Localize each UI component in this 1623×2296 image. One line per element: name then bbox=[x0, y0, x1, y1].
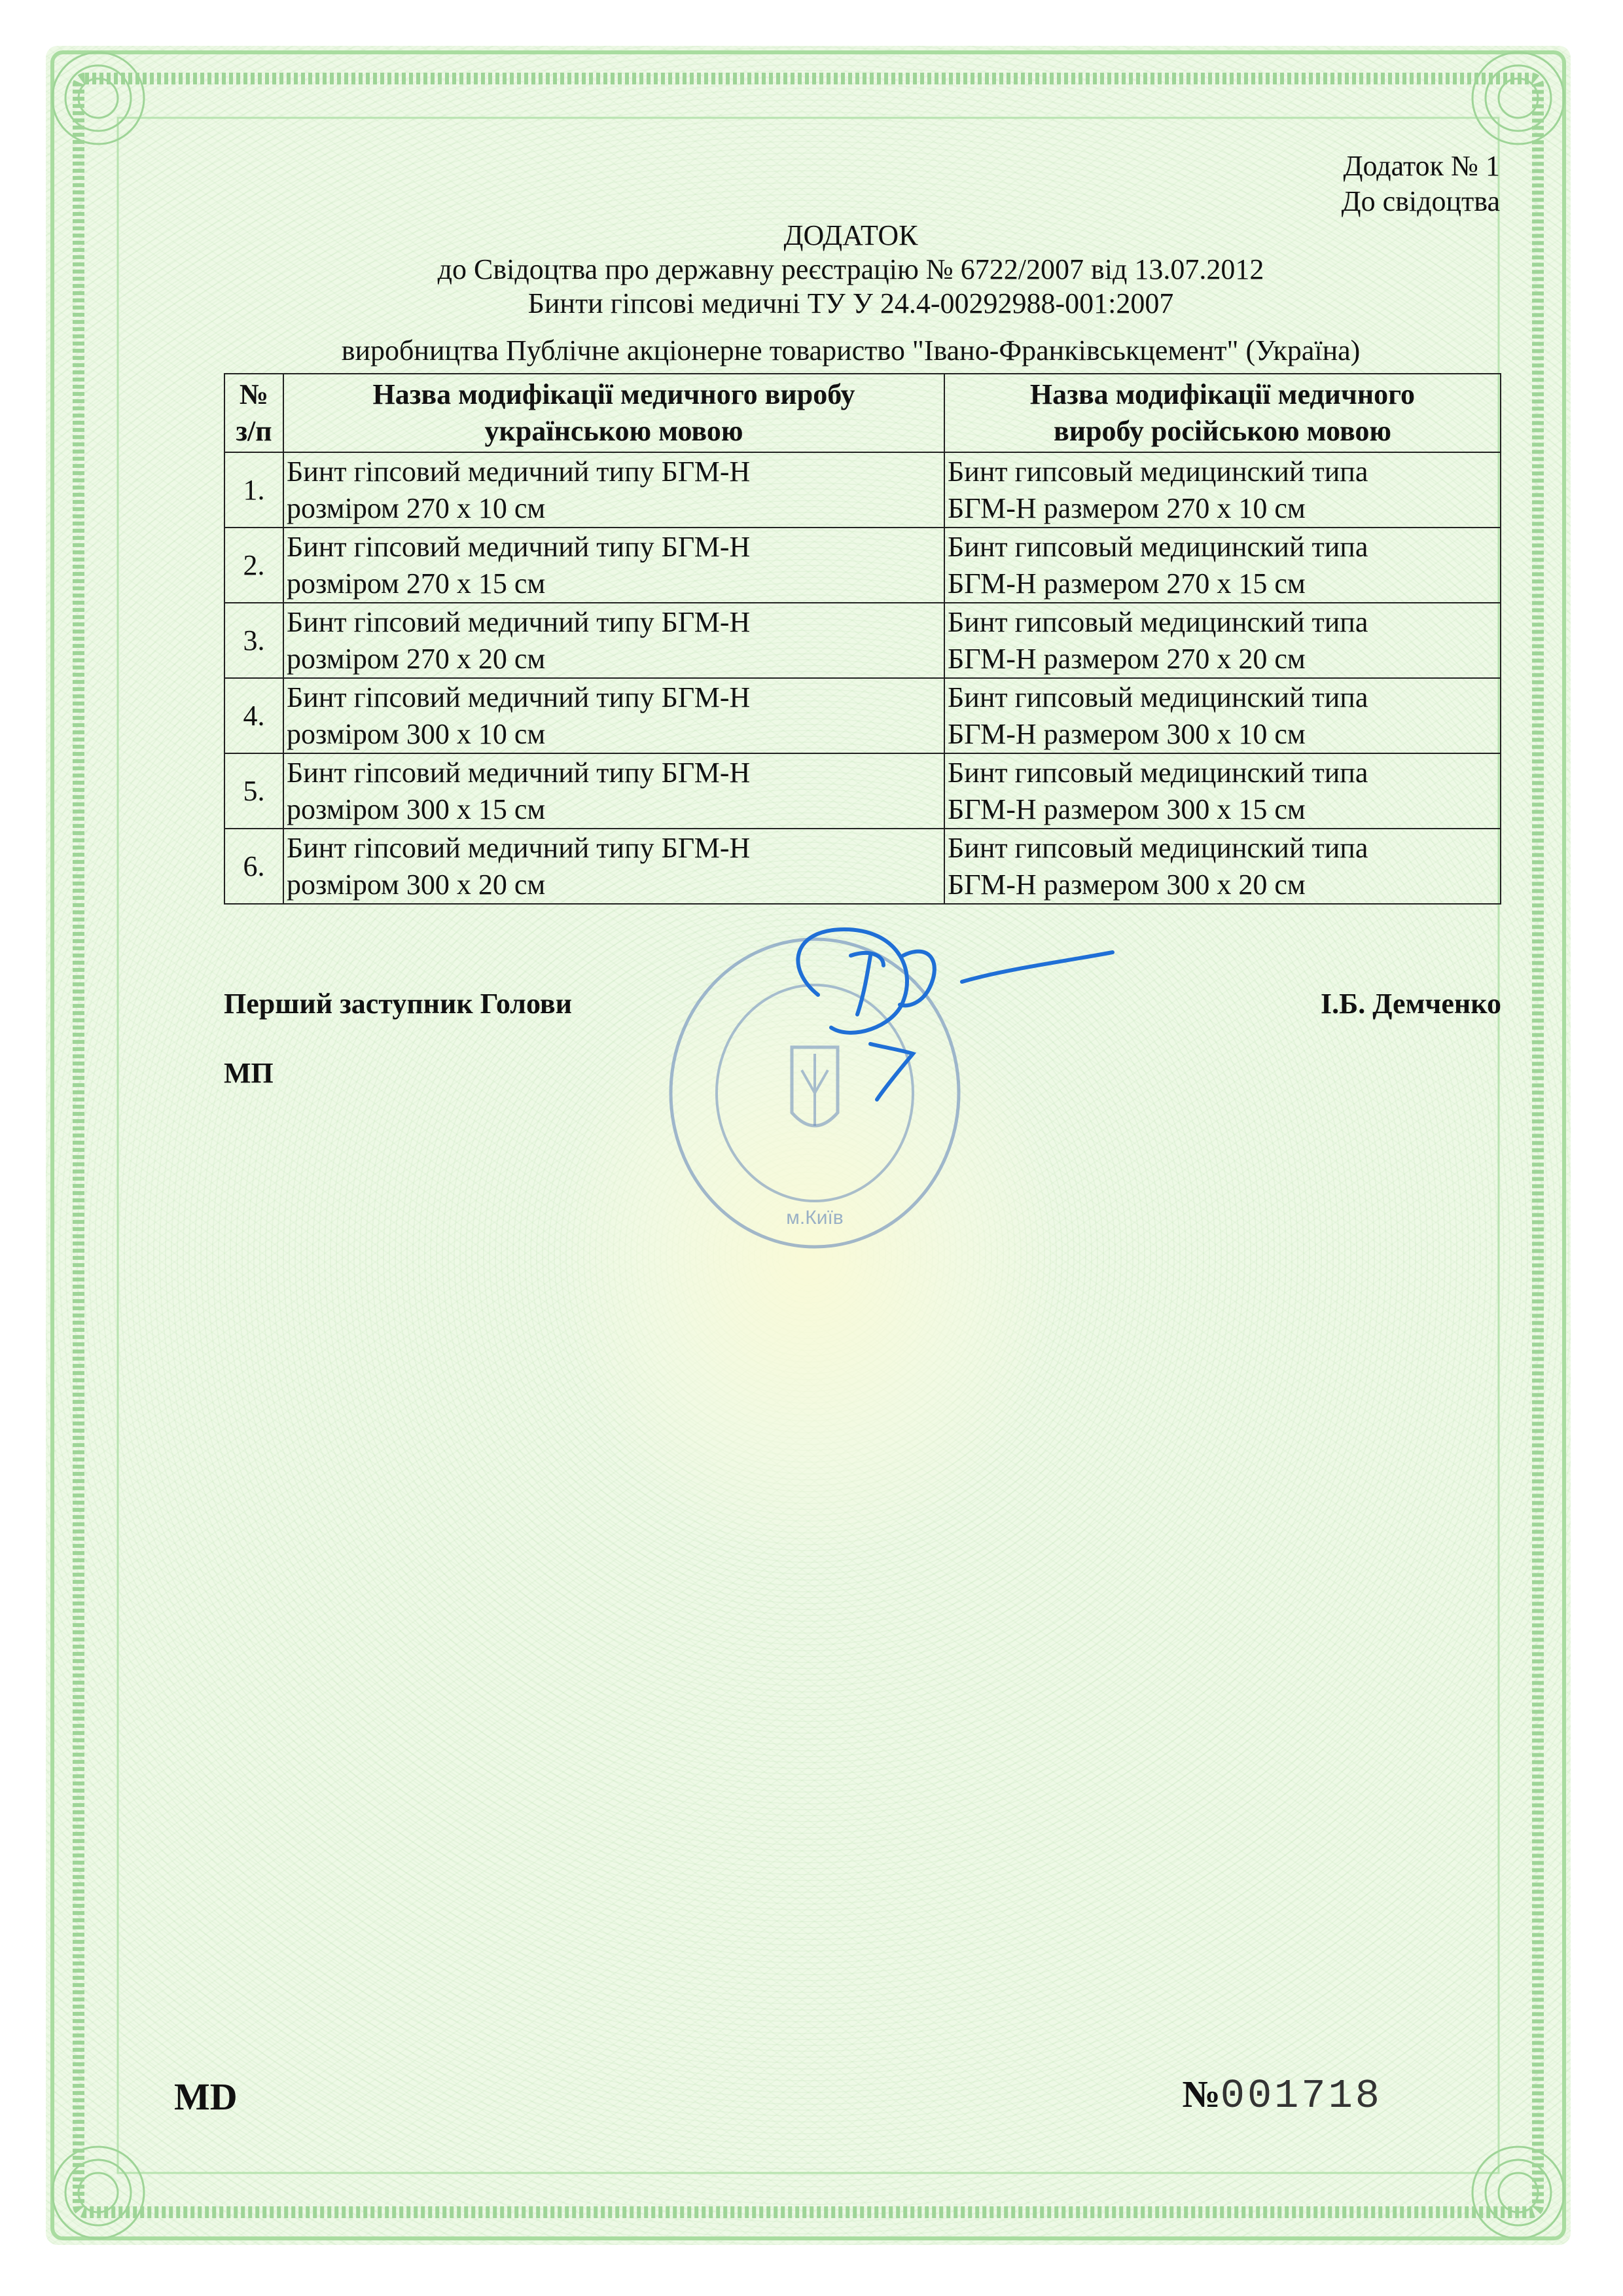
table-row bbox=[224, 603, 1501, 678]
row-ua-name: Бинт гіпсовий медичний типу БГМ-Н розміром 270 х 10 см bbox=[283, 452, 944, 528]
row-ru-name: Бинт гипсовый медицинский типа БГМ-Н размером 270 х 20 см bbox=[944, 603, 1501, 678]
row-ua-name: Бинт гіпсовий медичний типу БГМ-Н розміром 300 х 10 см bbox=[283, 678, 944, 753]
row-number: 1. bbox=[224, 452, 283, 528]
modifications-table bbox=[224, 373, 1501, 905]
row-ru-name: Бинт гипсовый медицинский типа БГМ-Н размером 300 х 15 см bbox=[944, 753, 1501, 829]
signatory-position: Перший заступник Голови bbox=[224, 988, 572, 1020]
signature-mark bbox=[772, 916, 1139, 1106]
row-ru-name: Бинт гипсовый медицинский типа БГМ-Н размером 270 х 10 см bbox=[944, 452, 1501, 528]
document-subtitle: до Свідоцтва про державну реєстрацію № 6722/2007 від 13.07.2012 bbox=[437, 253, 1264, 285]
table-row bbox=[224, 678, 1501, 753]
number-sign: № bbox=[1182, 2073, 1221, 2115]
series-code: MD bbox=[174, 2075, 238, 2118]
signatory-name: І.Б. Демченко bbox=[1321, 988, 1501, 1020]
row-ua-name: Бинт гіпсовий медичний типу БГМ-Н розміром 300 х 15 см bbox=[283, 753, 944, 829]
manufacturer-line: виробництва Публічне акціонерне товариство "Івано-Франківськцемент" (Україна) bbox=[341, 334, 1361, 367]
to-certificate: До свідоцтва bbox=[1341, 185, 1500, 217]
serial-number: 001718 bbox=[1220, 2073, 1382, 2119]
stamp-city: м.Київ bbox=[786, 1207, 844, 1229]
seal-label: МП bbox=[224, 1057, 274, 1089]
row-ru-name: Бинт гипсовый медицинский типа БГМ-Н размером 300 х 20 см bbox=[944, 829, 1501, 904]
table-row bbox=[224, 528, 1501, 603]
row-number: 5. bbox=[224, 753, 283, 829]
table-header-row bbox=[224, 374, 1501, 452]
document-title: ДОДАТОК bbox=[783, 219, 918, 251]
row-number: 4. bbox=[224, 678, 283, 753]
row-ua-name: Бинт гіпсовий медичний типу БГМ-Н розміром 270 х 15 см bbox=[283, 528, 944, 603]
table-row bbox=[224, 829, 1501, 904]
appendix-number: Додаток № 1 bbox=[1343, 150, 1500, 182]
row-number: 6. bbox=[224, 829, 283, 904]
table-row bbox=[224, 753, 1501, 829]
row-ru-name: Бинт гипсовый медицинский типа БГМ-Н размером 270 х 15 см bbox=[944, 528, 1501, 603]
row-number: 3. bbox=[224, 603, 283, 678]
row-ru-name: Бинт гипсовый медицинский типа БГМ-Н размером 300 х 10 см bbox=[944, 678, 1501, 753]
col-ua-header: Назва модифікації медичного виробу українською мовою bbox=[283, 374, 944, 452]
row-ua-name: Бинт гіпсовий медичний типу БГМ-Н розміром 270 х 20 см bbox=[283, 603, 944, 678]
table-row bbox=[224, 452, 1501, 528]
row-ua-name: Бинт гіпсовий медичний типу БГМ-Н розміром 300 х 20 см bbox=[283, 829, 944, 904]
row-number: 2. bbox=[224, 528, 283, 603]
product-name: Бинти гіпсові медичні ТУ У 24.4-00292988-001:2007 bbox=[527, 287, 1174, 319]
col-number-header: № з/п bbox=[224, 374, 283, 452]
certificate-serial bbox=[1182, 2072, 1382, 2119]
col-ru-header: Назва модифікації медичного виробу російською мовою bbox=[944, 374, 1501, 452]
